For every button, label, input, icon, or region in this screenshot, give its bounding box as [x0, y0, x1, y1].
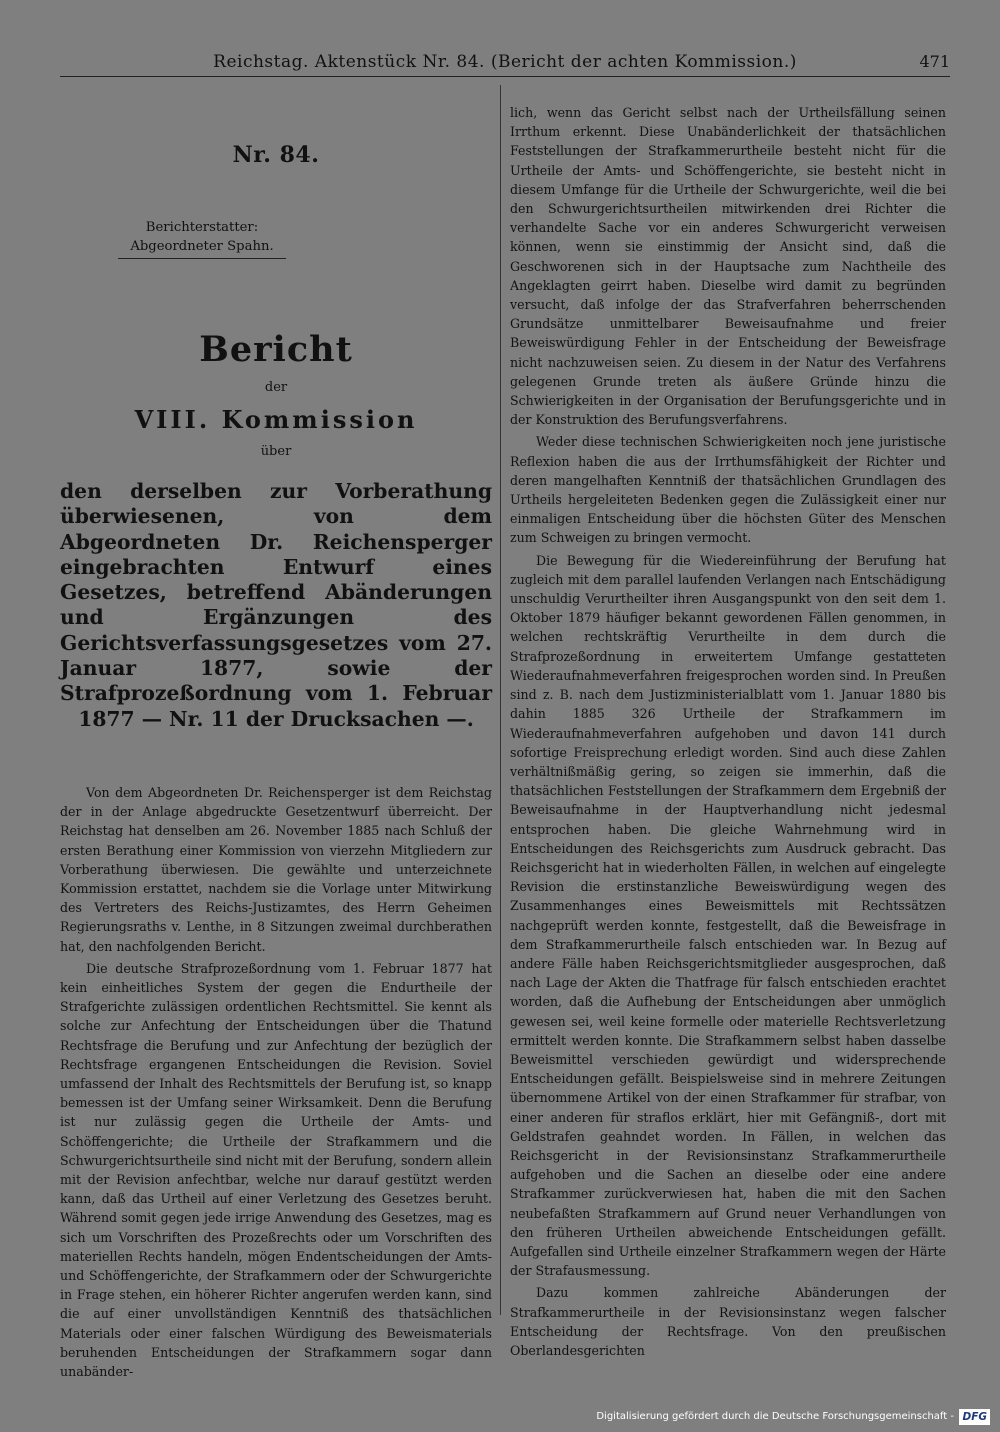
report-ueber: über [260, 444, 292, 459]
right-paragraph-3: Die Bewegung für die Wiedereinführung der Berufung hat zugleich mit dem parallel laufenden Verlangen nach Entschädigung unschuldig Verurtheilter ihren Ausgangspunkt von den seit dem 1. Oktober 1879 häufiger bekannt gewordenen Fällen genommen, in welchen rechtskräftig Verurtheilte in dem durch die Strafprozeßordnung in erweitertem Umfange gestatteten Wiederaufnahmeverfahren freigesprochen worden sind. In Preußen sind z. B. nach dem Justizministerialblatt vom 1. Januar 1880 bis dahin 1885 326 Urtheile der Strafkammern im Wiederaufnahmeverfahren aufgehoben und davon 141 durch sofortige Freisprechung erledigt worden. Sind auch diese Zahlen verhältnißmäßig gering, so zeigen sie immerhin, daß die thatsächlichen Feststellungen der Strafkammern dem Ergebniß der Beweisaufnahme in der Hauptverhandlung nicht jedesmal entsprochen haben. Die gleiche Wahrnehmung wird in Entscheidungen des Reichsgerichts zum Ausdruck gebracht. Das Reichsgericht hat in wiederholten Fällen, in welchen auf eingelegte Revision die erstinstanzliche Beweiswürdigung wegen des Zusammenhanges eines Beweismittels mit Rechtssätzen nachgeprüft werden konnte, festgestellt, daß die Beweisfrage in dem Strafkammerurtheile falsch entschieden war. In Bezug auf andere Fälle haben Reichsgerichtsmitglieder ausgesprochen, daß nach Lage der Akten die Thatfrage für falsch entschieden erachtet worden, daß die Aufhebung der Entscheidungen aber unmöglich gewesen sei, weil keine formelle oder materielle Rechtsverletzung ermittelt werden konnte. Die Strafkammern selbst haben dasselbe Beweismittel verschieden gewürdigt und widersprechende Entscheidungen gefällt. Beispielsweise sind in mehrere Zeitungen übernommene Artikel von der einen Strafkammer für strafbar, von einer anderen für straflos erklärt, hier mit Gefängniß-, dort mit Geldstrafen geahndet worden. In Fällen, in welchen das Reichsgericht in der Revisionsinstanz Strafkammerurtheile aufgehoben und die Sachen an dieselbe oder eine andere Strafkammer zurückverwiesen hat, haben die mit den Sachen neubefaßten Strafkammern auf Grund neuer Verhandlungen von den früheren Urtheilen abweichende Entscheidungen gefällt. Aufgefallen sind Urtheile einzelner Strafkammern wegen der Härte der Strafausmessung. [510, 552, 946, 1279]
page-header [60, 50, 950, 77]
digitization-credit: Digitalisierung gefördert durch die Deutsche Forschungsgemeinschaft - [596, 1411, 954, 1422]
right-paragraph-4: Dazu kommen zahlreiche Abänderungen der Strafkammerurtheile in der Revisionsinstanz wegen falscher Entscheidung der Rechtsfrage. Von den preußischen Oberlandesgerichten [510, 1285, 946, 1358]
page-number: 471 [919, 52, 950, 71]
document-number: Nr. 84. [232, 142, 320, 168]
commission-heading: VIII. Kommission [134, 405, 418, 434]
rapporteur-box [118, 218, 286, 259]
running-head: Reichstag. Aktenstück Nr. 84. (Bericht der achten Kommission.) [213, 52, 797, 72]
rapporteur-name: Abgeordneter Spahn. [130, 239, 274, 254]
right-paragraph-2: Weder diese technischen Schwierigkeiten noch jene juristische Reflexion haben die aus der Irrthumsfähigkeit der Richter und deren mangelhaften Kenntniß der thatsächlichen Grundlagen des Urtheils hergeleiteten Bedenken gegen die Zulässigkeit einer nur einmaligen Entscheidung über die höchsten Güter des Menschen zum Schweigen zu bringen vermocht. [510, 434, 946, 546]
report-subject: den derselben zur Vorberathung überwiesenen, von dem Abgeordneten Dr. Reichensperger eingebrachten Entwurf eines Gesetzes, betreffend Abänderungen und Ergänzungen des Gerichtsverfassungsgesetzes vom 27. Januar 1877, sowie der Strafprozeßordnung vom 1. Februar 1877 — Nr. 11 der Drucksachen —. [60, 479, 492, 731]
report-title: Bericht [199, 329, 353, 370]
left-paragraph-1: Von dem Abgeordneten Dr. Reichensperger ist dem Reichstag der in der Anlage abgedruckte Gesetzentwurf überreicht. Der Reichstag hat denselben am 26. November 1885 nach Schluß der ersten Berathung einer Kommission von vierzehn Mitgliedern zur Vorberathung überwiesen. Die gewählte und unterzeichnete Kommission erstattet, nachdem sie die Vorlage unter Mitwirkung des Vertreters des Reichs-Justizamtes, des Herrn Geheimen Regierungsraths v. Lenthe, in 8 Sitzungen zweimal durchberathen hat, den nachfolgenden Bericht. [60, 784, 492, 954]
page-footer [0, 1400, 1000, 1432]
right-column [510, 103, 946, 1360]
column-divider [500, 85, 501, 1315]
left-paragraph-2: Die deutsche Strafprozeßordnung vom 1. Februar 1877 hat kein einheitliches System der gegen die Endurtheile der Strafgerichte zulässigen ordentlichen Rechtsmittel. Sie kennt als solche zur Anfechtung der Entscheidungen über die Thatund Rechtsfrage die Berufung und zur Anfechtung der bezüglich der Rechtsfrage ergangenen Entscheidungen die Revision. Soviel umfassend der Inhalt des Rechtsmittels der Berufung ist, so knapp bemessen ist der Umfang seiner Wirksamkeit. Denn die Berufung ist nur zulässig gegen die Urtheile der Amts- und Schöffengerichte; die Urtheile der Strafkammern und die Schwurgerichtsurtheile sind nicht mit der Berufung, sondern allein mit der Revision anfechtbar, welche nur darauf gestützt werden kann, daß das Urtheil auf einer Verletzung des Gesetzes beruht. Während somit gegen jede irrige Anwendung des Gesetzes, mag es sich um Vorschriften des Prozeßrechts oder um Vorschriften des materiellen Rechts handeln, mögen Endentscheidungen der Amts- und Schöffengerichte, der Strafkammern oder der Schwurgerichte in Frage stehen, ein höherer Richter angerufen werden kann, sind die auf einer unvollständigen Kenntniß des thatsächlichen Materials oder einer falschen Würdigung des Beweismaterials beruhenden Entscheidungen der Strafkammern sogar dann unabänder- [60, 960, 492, 1380]
right-paragraph-1: lich, wenn das Gericht selbst nach der Urtheilsfällung seinen Irrthum erkennt. Diese Unabänderlichkeit der thatsächlichen Feststellungen der Strafkammerurtheile besteht nicht für die Urtheile der Amts- und Schöffengerichte, sie besteht nicht in diesem Umfange für die Urtheile der Schwurgerichte, weil die bei den Schwurgerichtsurtheilen mitwirkenden drei Richter die verhandelte Sache vor ein anderes Schwurgericht verweisen können, wenn sie einstimmig der Ansicht sind, daß die Geschworenen sich in der Hauptsache zum Nachtheile des Angeklagten geirrt haben. Dieselbe wird damit zu begründen versucht, daß infolge der das Strafverfahren beherrschenden Grundsätze unmittelbarer Beweisaufnahme und freier Beweiswürdigung Fehler in der Entscheidung der Beweisfrage nicht nachzuweisen seien. Zu diesem in der Natur des Verfahrens gelegenen Grunde treten als äußere Gründe hinzu die Schwierigkeiten in der Organisation der Berufungsgerichte und in der Konstruktion des Berufungsverfahrens. [510, 105, 946, 428]
report-der: der [264, 380, 288, 395]
left-column [60, 90, 492, 1381]
dfg-logo: DFG [959, 1409, 990, 1425]
rapporteur-label: Berichterstatter: [145, 220, 259, 235]
